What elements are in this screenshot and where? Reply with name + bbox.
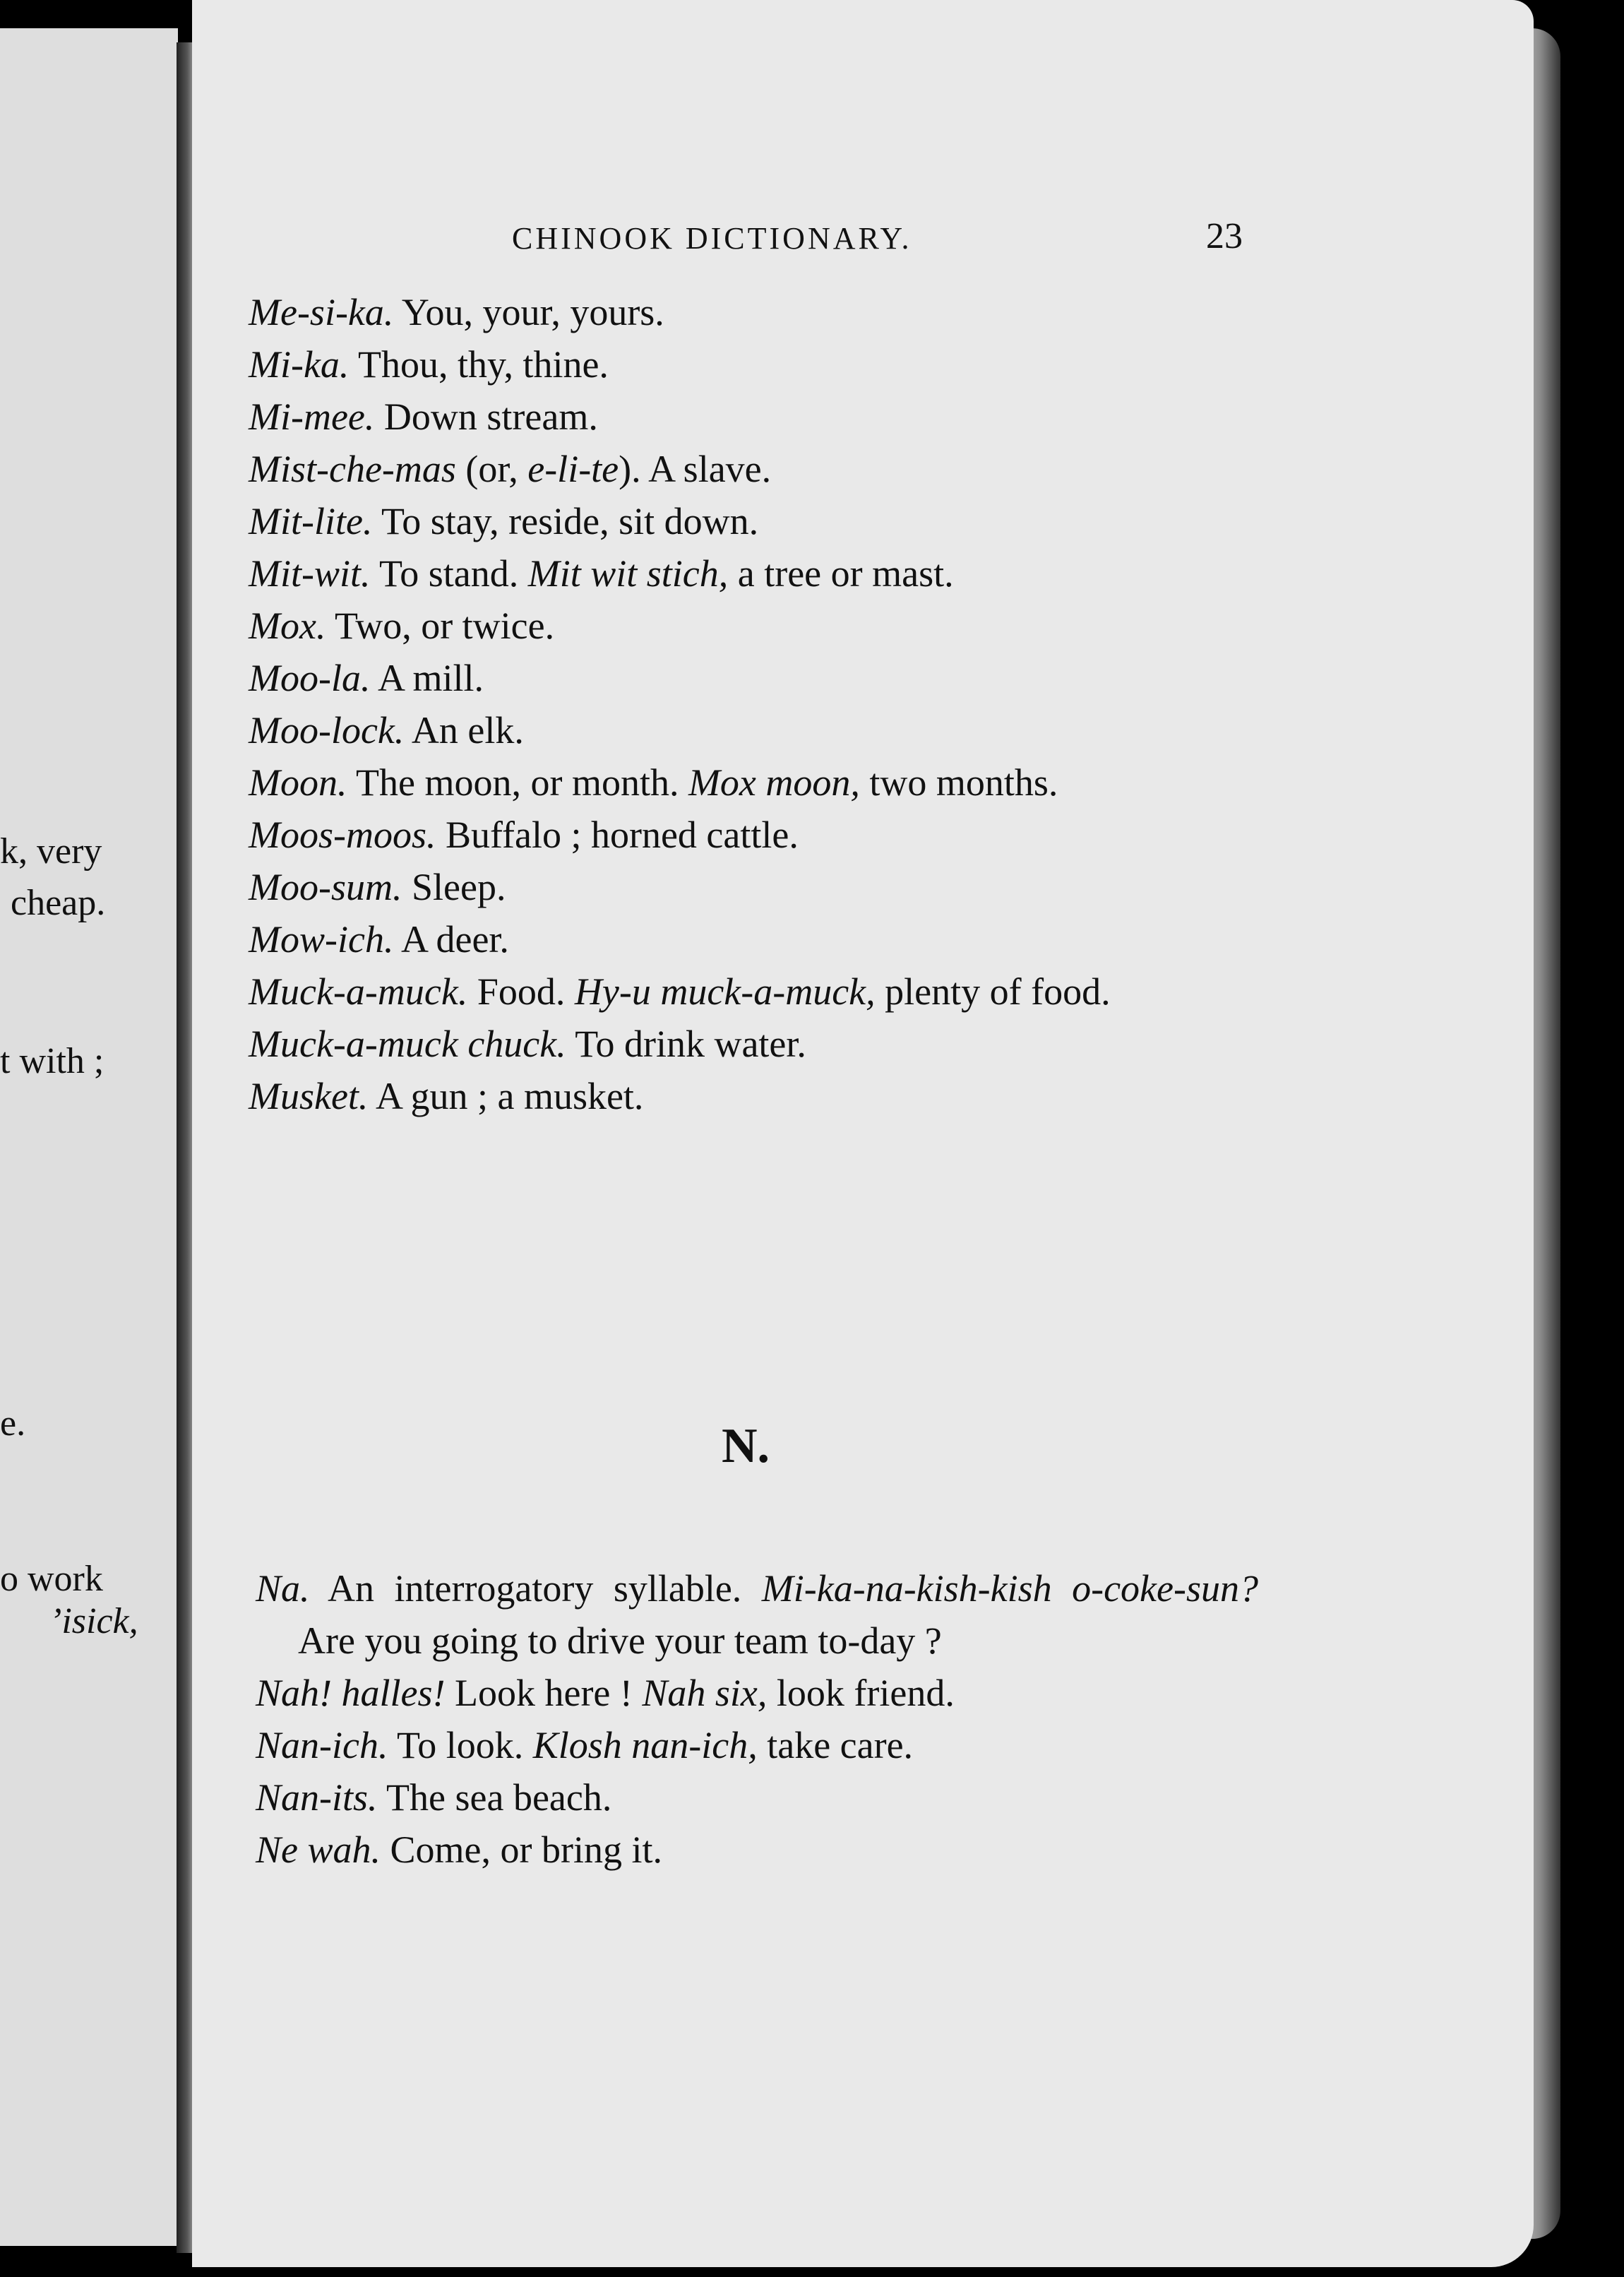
dictionary-entry (249, 913, 1258, 965)
dictionary-entry (256, 1667, 1258, 1719)
headword: Muck-a-muck. (249, 970, 468, 1013)
left-fragment: t with ; (0, 1041, 105, 1081)
headword: Mox. (249, 605, 326, 647)
example-phrase: Mox moon, (688, 761, 860, 804)
dictionary-entry (256, 1719, 1258, 1771)
headword: Moon. (249, 761, 347, 804)
dictionary-entry (256, 1562, 1258, 1667)
dictionary-entry (249, 286, 1258, 338)
definition: A deer. (393, 918, 509, 961)
section-letter: N. (722, 1419, 770, 1473)
definition: An interrogatory syllable. (309, 1567, 762, 1610)
definition: Buffalo ; horned cattle. (436, 814, 799, 856)
running-header: CHINOOK DICTIONARY. (512, 221, 912, 256)
headword: Musket. (249, 1075, 369, 1117)
example-phrase: Mit wit stich, (527, 552, 729, 595)
left-fragment: o work (0, 1559, 103, 1599)
headword: Moo-la. (249, 657, 371, 699)
headword: Moo-lock. (249, 709, 405, 751)
dictionary-entry (249, 391, 1258, 443)
definition: (or, (455, 448, 528, 490)
definition: take care. (757, 1724, 914, 1766)
definition: Sleep. (402, 866, 506, 908)
definition: To drink water. (566, 1023, 806, 1065)
definition: Thou, thy, thine. (349, 343, 609, 386)
definition: Down stream. (374, 396, 598, 438)
entries-m (249, 286, 1258, 1122)
definition: Two, or twice. (326, 605, 555, 647)
dictionary-entry (249, 443, 1258, 495)
definition: Come, or bring it. (381, 1829, 662, 1871)
headword: Na. (256, 1567, 310, 1610)
dictionary-entry (249, 1070, 1258, 1122)
definition: Are you going to drive your team to-day ? (298, 1619, 942, 1662)
definition: To stay, reside, sit down. (372, 500, 759, 542)
definition: You, your, yours. (393, 291, 664, 333)
headword: Mi-mee. (249, 396, 375, 438)
example-phrase: Klosh nan-ich, (532, 1724, 758, 1766)
dictionary-entry (249, 1018, 1258, 1070)
dictionary-entry (256, 1824, 1258, 1876)
page-number: 23 (1206, 216, 1243, 256)
entries-n (256, 1562, 1258, 1876)
left-page (0, 28, 178, 2246)
definition: two months. (859, 761, 1058, 804)
headword: Moos-moos. (249, 814, 436, 856)
dictionary-entry (249, 965, 1258, 1018)
left-fragment: cheap. (11, 883, 106, 923)
definition: ). A slave. (619, 448, 772, 490)
headword: Mow-ich. (249, 918, 394, 961)
dictionary-entry (249, 861, 1258, 913)
dictionary-entry (249, 495, 1258, 547)
dictionary-entry (249, 547, 1258, 600)
definition: Food. (467, 970, 575, 1013)
headword: Nan-ich. (256, 1724, 388, 1766)
left-fragment: e. (0, 1403, 26, 1444)
headword: Ne wah. (256, 1829, 381, 1871)
example-phrase: Mi-ka-na-kish-kish o-coke-sun? (761, 1567, 1258, 1610)
definition: To look. (388, 1724, 533, 1766)
definition: The sea beach. (377, 1776, 612, 1819)
headword: Me-si-ka. (249, 291, 394, 333)
headword: Mit-lite. (249, 500, 373, 542)
dictionary-entry (249, 809, 1258, 861)
headword: Mi-ka. (249, 343, 350, 386)
definition: A gun ; a musket. (368, 1075, 644, 1117)
dictionary-entry (249, 704, 1258, 756)
definition: A mill. (370, 657, 484, 699)
headword: Muck-a-muck chuck. (249, 1023, 566, 1065)
dictionary-entry (249, 600, 1258, 652)
left-fragment: ’isick, (49, 1601, 138, 1641)
dictionary-entry (256, 1771, 1258, 1824)
definition: To stand. (370, 552, 528, 595)
definition: An elk. (404, 709, 524, 751)
headword: Mit-wit. (249, 552, 371, 595)
definition: a tree or mast. (728, 552, 954, 595)
headword: Nah! halles! (256, 1672, 446, 1714)
left-fragment: k, very (0, 831, 102, 872)
definition: look friend. (767, 1672, 955, 1714)
example-phrase: Nah six, (642, 1672, 768, 1714)
definition: plenty of food. (875, 970, 1111, 1013)
headword: Nan-its. (256, 1776, 378, 1819)
definition: The moon, or month. (347, 761, 688, 804)
dictionary-entry (249, 652, 1258, 704)
headword-variant: e-li-te (527, 448, 619, 490)
example-phrase: Hy-u muck-a-muck, (574, 970, 876, 1013)
headword: Moo-sum. (249, 866, 402, 908)
headword: Mist-che-mas (249, 448, 456, 490)
dictionary-entry (249, 756, 1258, 809)
definition: Look here ! (445, 1672, 643, 1714)
dictionary-entry (249, 338, 1258, 391)
